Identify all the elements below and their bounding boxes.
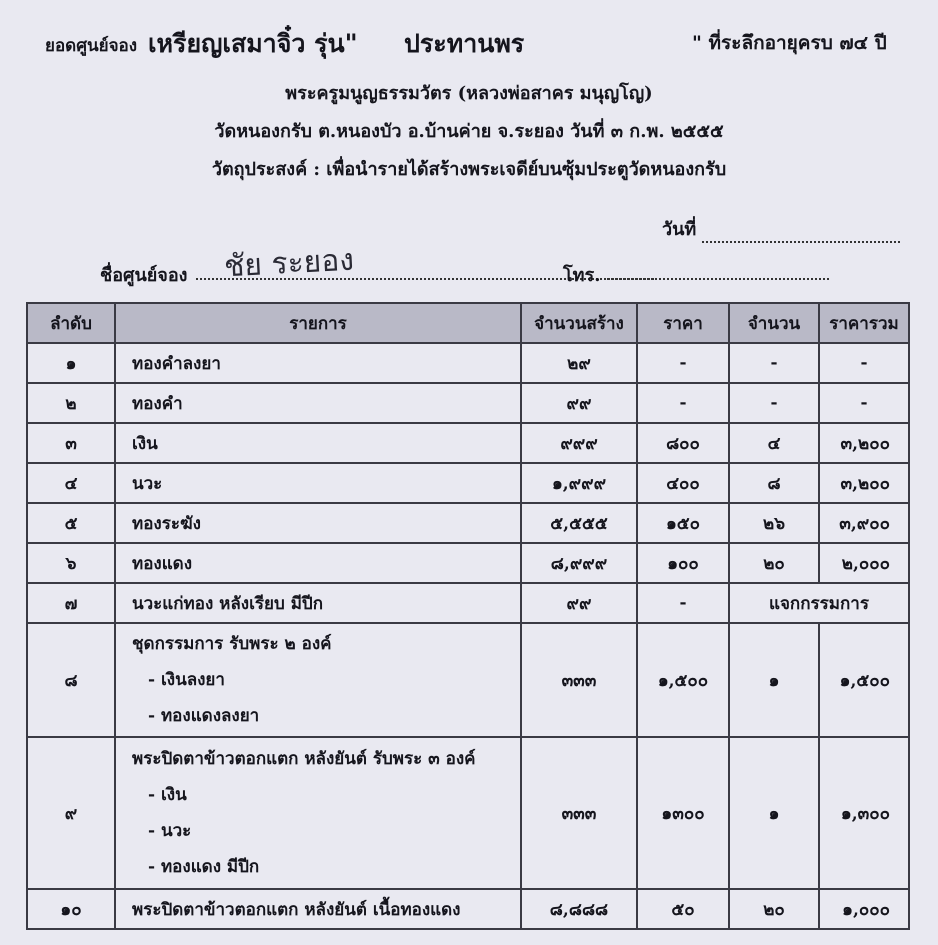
location-line: วัดหนองกรับ ต.หนองบัว อ.บ้านค่าย จ.ระยอง วันที่ ๓ ก.พ. ๒๕๕๕ (214, 121, 724, 142)
cell-total: ๑,๓๐๐ (819, 737, 909, 889)
cell-no: ๑๐ (27, 889, 115, 929)
cell-price: - (637, 343, 729, 383)
cell-total: ๑,๕๐๐ (819, 623, 909, 737)
cell-price: ๔๐๐ (637, 463, 729, 503)
cell-total: ๑,๐๐๐ (819, 889, 909, 929)
cell-item: ทองแดง (115, 543, 521, 583)
cell-no: ๑ (27, 343, 115, 383)
cell-built: ๙๙ (521, 383, 637, 423)
cell-subitem: - นวะ (148, 821, 192, 841)
center-handwritten-value: ชัย ระยอง (223, 242, 355, 285)
cell-qty: - (729, 383, 819, 423)
header-cell-built: จำนวนสร้าง (521, 303, 637, 343)
cell-price: ๘๐๐ (637, 423, 729, 463)
cell-no: ๗ (27, 583, 115, 623)
cell-note: แจกกรรมการ (729, 583, 909, 623)
header-subtitle: ประทานพร (404, 29, 525, 58)
cell-subitem: - ทองแดงลงยา (148, 706, 260, 726)
cell-built: ๙๙๙ (521, 423, 637, 463)
cell-no: ๔ (27, 463, 115, 503)
cell-built: ๑,๙๙๙ (521, 463, 637, 503)
cell-price: ๕๐ (637, 889, 729, 929)
cell-qty: ๒๐ (729, 889, 819, 929)
cell-subitem: - ทองแดง มีปีก (148, 857, 260, 877)
cell-item: พระปิดตาข้าวตอกแตก หลังยันต์ รับพระ ๓ องค์ (132, 749, 476, 769)
cell-built: ๘,๘๘๘ (521, 889, 637, 929)
table-row (27, 583, 909, 623)
cell-total: ๓,๒๐๐ (819, 423, 909, 463)
phone-label: โทร. (563, 265, 601, 286)
cell-total: - (819, 343, 909, 383)
cell-built: ๙๙ (521, 583, 637, 623)
date-field (662, 214, 900, 243)
header-cell-price: ราคา (637, 303, 729, 343)
cell-subitem: - เงินลงยา (148, 670, 225, 690)
table-row (27, 463, 909, 503)
items-table (26, 302, 910, 930)
table-header-row (27, 303, 909, 343)
cell-qty: ๒๖ (729, 503, 819, 543)
cell-no: ๖ (27, 543, 115, 583)
cell-item: ทองคำลงยา (115, 343, 521, 383)
cell-qty: ๑ (729, 623, 819, 737)
table-row (27, 503, 909, 543)
cell-built: ๓๓๓ (521, 623, 637, 737)
header-cell-total: ราคารวม (819, 303, 909, 343)
header-cell-qty: จำนวน (729, 303, 819, 343)
date-label: วันที่ (662, 219, 697, 240)
table-row (27, 423, 909, 463)
cell-item: ทองคำ (115, 383, 521, 423)
cell-item-group (115, 737, 521, 889)
cell-qty: - (729, 343, 819, 383)
cell-subitem: - เงิน (148, 785, 187, 805)
cell-no: ๓ (27, 423, 115, 463)
header-cell-no: ลำดับ (27, 303, 115, 343)
monk-name: พระครูมนูญธรรมวัตร (หลวงพ่อสาคร มนุญโญ) (285, 83, 653, 104)
cell-item: นวะแก่ทอง หลังเรียบ มีปีก (115, 583, 521, 623)
center-label: ชื่อศูนย์จอง (100, 265, 188, 286)
cell-qty: ๔ (729, 423, 819, 463)
cell-total: ๓,๙๐๐ (819, 503, 909, 543)
cell-price: - (637, 583, 729, 623)
cell-total: - (819, 383, 909, 423)
header-prefix: ยอดศูนย์จอง (45, 36, 138, 56)
header-cell-item: รายการ (115, 303, 521, 343)
cell-item: ชุดกรรมการ รับพระ ๒ องค์ (132, 634, 332, 654)
cell-built: ๕,๕๕๕ (521, 503, 637, 543)
table-row (27, 737, 909, 889)
cell-item-group (115, 623, 521, 737)
table-row (27, 383, 909, 423)
cell-built: ๒๙ (521, 343, 637, 383)
cell-price: ๑๕๐ (637, 503, 729, 543)
header-line (0, 22, 938, 62)
cell-no: ๒ (27, 383, 115, 423)
cell-price: ๑,๕๐๐ (637, 623, 729, 737)
cell-built: ๓๓๓ (521, 737, 637, 889)
header-title: เหรียญเสมาจิ๋ว รุ่น" (148, 29, 358, 58)
purpose-line: วัตถุประสงค์ : เพื่อนำรายได้สร้างพระเจดีย์บนซุ้มประตูวัดหนองกรับ (211, 159, 727, 180)
phone-blank (607, 260, 829, 280)
cell-no: ๘ (27, 623, 115, 737)
cell-item: พระปิดตาข้าวตอกแตก หลังยันต์ เนื้อทองแดง (115, 889, 521, 929)
cell-qty: ๑ (729, 737, 819, 889)
cell-price: ๑๓๐๐ (637, 737, 729, 889)
cell-built: ๘,๙๙๙ (521, 543, 637, 583)
cell-no: ๕ (27, 503, 115, 543)
cell-total: ๓,๒๐๐ (819, 463, 909, 503)
cell-qty: ๒๐ (729, 543, 819, 583)
table-row (27, 889, 909, 929)
table-row (27, 543, 909, 583)
table-row (27, 623, 909, 737)
table-row (27, 343, 909, 383)
cell-price: ๑๐๐ (637, 543, 729, 583)
cell-total: ๒,๐๐๐ (819, 543, 909, 583)
header-occasion: " ที่ระลึกอายุครบ ๗๔ ปี (692, 32, 887, 54)
cell-item: เงิน (115, 423, 521, 463)
center-name-row (100, 242, 840, 288)
cell-item: นวะ (115, 463, 521, 503)
cell-qty: ๘ (729, 463, 819, 503)
date-blank (702, 225, 900, 243)
cell-price: - (637, 383, 729, 423)
cell-no: ๙ (27, 737, 115, 889)
cell-item: ทองระฆัง (115, 503, 521, 543)
